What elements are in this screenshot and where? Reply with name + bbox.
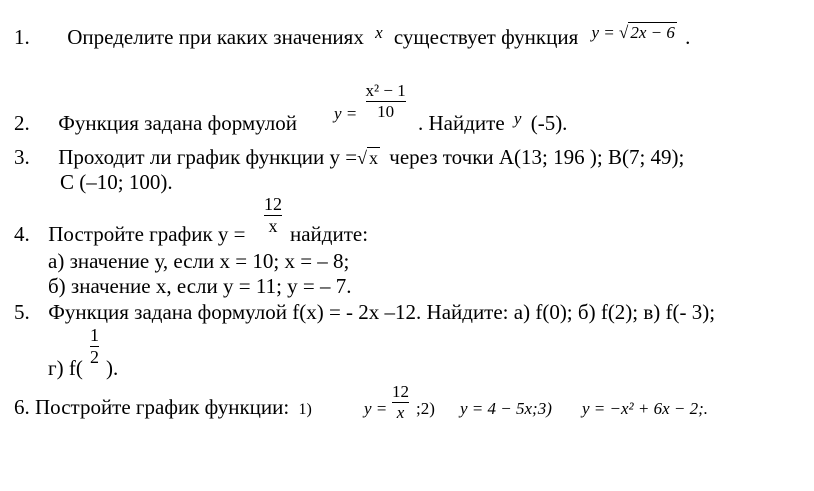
item-1-var-x: x <box>375 23 383 42</box>
item-3-text-b: через точки А(13; 196 ); В(7; 49); <box>389 145 685 169</box>
item-2-frac-den: 10 <box>377 101 395 121</box>
item-5-frac <box>90 326 99 367</box>
item-5-sub-g <box>48 358 83 379</box>
item-3-number: 3. <box>14 145 30 169</box>
item-2-number: 2. <box>14 111 30 135</box>
sqrt-symbol: √ x <box>357 148 379 168</box>
item-5-text-a: Функция задана формулой f(x) = - 2х –12. Найдите: а) f(0); б) f(2); в) f(- 3); <box>48 300 716 324</box>
item-1-number: 1. <box>14 25 30 49</box>
item-4-sub-a: а) значение у, если х = 10; х = – 8; <box>48 249 350 273</box>
item-6-f3: y = −x² + 6x − 2;. <box>582 399 709 418</box>
item-5-sub-g-post: ). <box>106 356 119 380</box>
item-6-frac <box>392 383 409 422</box>
item-1-equation <box>592 23 682 42</box>
item-5-frac-num: 1 <box>90 325 99 345</box>
sqrt-symbol: √ 2x − 6 <box>619 23 675 42</box>
item-5-number: 5. <box>14 300 30 324</box>
item-1-eq-lhs: y = <box>591 23 615 42</box>
item-6 <box>14 397 312 418</box>
item-3-line-2: С (–10; 100). <box>60 170 173 194</box>
item-1-text-b: существует функция <box>393 25 579 49</box>
item-4 <box>14 224 246 245</box>
item-6-f1-den: x <box>396 402 405 422</box>
item-5 <box>14 302 715 323</box>
item-6-f1-frac <box>392 383 409 422</box>
item-4-number: 4. <box>14 222 30 246</box>
item-2-tail <box>418 109 568 135</box>
item-2-equation <box>334 81 406 124</box>
item-1 <box>14 23 691 49</box>
item-4-text-b: найдите: <box>290 222 369 246</box>
item-6-text: 6. Постройте график функции: <box>14 395 290 419</box>
item-2-eq-lhs: y = <box>334 104 358 124</box>
item-3 <box>14 147 684 168</box>
item-6-f1-num: 12 <box>392 382 409 401</box>
item-2-arg: (-5). <box>530 111 568 135</box>
item-5-frac-den: 2 <box>90 346 99 367</box>
item-1-radicand: 2x − 6 <box>630 23 675 42</box>
item-4-fraction <box>264 195 282 236</box>
item-6-f1-lhs: y = <box>364 399 388 418</box>
item-4-frac <box>264 195 282 236</box>
item-4-sub-b: б) значение х, если у = 11; у = – 7. <box>48 274 352 298</box>
item-3-text-a: Проходит ли график функции у = <box>58 145 358 169</box>
item-6-f2: y = 4 − 5x;3) <box>460 399 552 418</box>
item-3-radicand: x <box>369 148 379 168</box>
item-1-end: . <box>685 25 691 49</box>
item-2-fraction <box>366 82 406 121</box>
item-4-frac-den: x <box>268 215 278 236</box>
item-6-sep1: ;2) <box>416 399 435 418</box>
item-4-frac-num: 12 <box>264 194 282 214</box>
item-5-sub-g-pre: г) f( <box>48 356 83 380</box>
item-1-text-a: Определите при каких значениях <box>67 25 364 49</box>
item-2-frac-num: x² − 1 <box>365 81 406 100</box>
item-2-text-a: Функция задана формулой <box>58 111 297 135</box>
item-2-var-y: y <box>513 109 522 128</box>
item-2 <box>14 113 297 134</box>
item-6-p1: 1) <box>298 401 312 418</box>
item-5-fraction <box>90 326 99 367</box>
item-2-text-b: . Найдите <box>418 111 505 135</box>
item-4-text-a: Постройте график у = <box>48 222 246 246</box>
